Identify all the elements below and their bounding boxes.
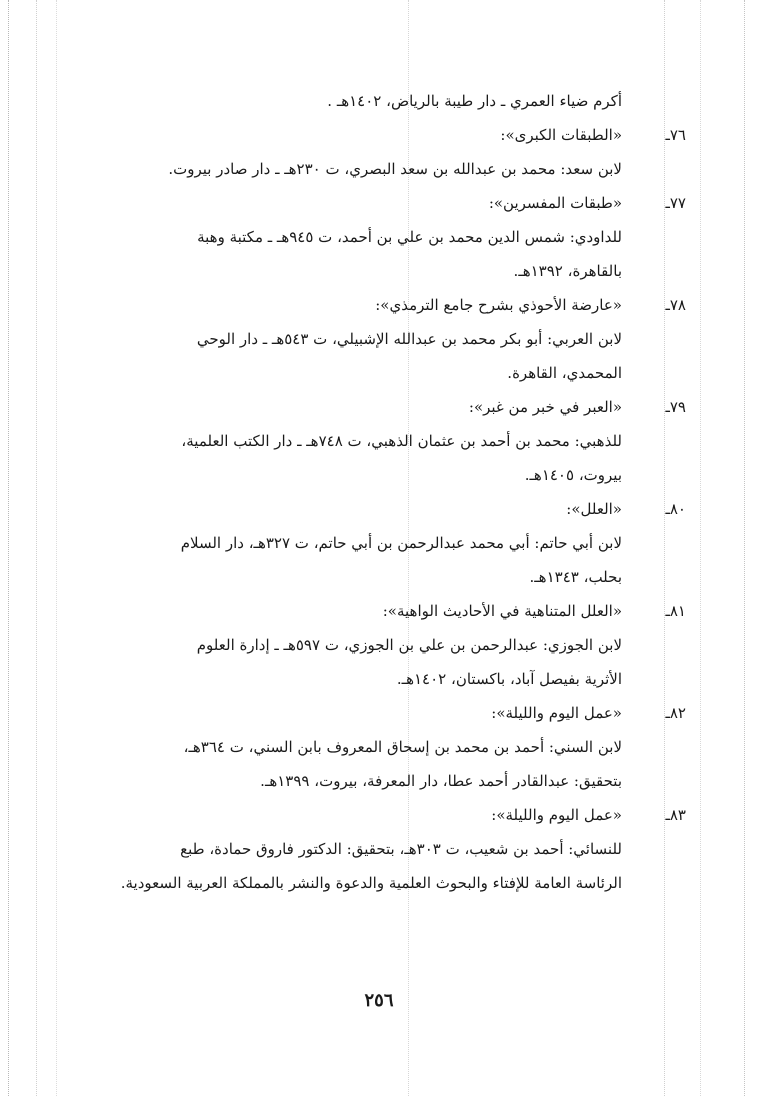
entry-body — [104, 152, 622, 186]
entry-title: «عمل اليوم والليلة»: — [491, 806, 622, 824]
entry-head — [104, 594, 686, 628]
entry-body — [104, 322, 622, 390]
page-number: ٢٥٦ — [364, 990, 394, 1011]
bibliography-entry — [104, 288, 686, 390]
entry-head — [104, 390, 686, 424]
entry-number: ٧٧ـ — [665, 194, 686, 212]
bibliography-block — [104, 84, 686, 900]
entry-head — [104, 798, 686, 832]
entry-head — [104, 696, 686, 730]
entry-line: لابن الجوزي: عبدالرحمن بن علي بن الجوزي، ت ٥٩٧هـ ـ إدارة العلوم — [196, 636, 622, 654]
entry-head — [104, 288, 686, 322]
entry-number: ٧٦ـ — [665, 126, 686, 144]
document-page — [0, 84, 758, 900]
entry-line: للنسائي: أحمد بن شعيب، ت ٣٠٣هـ، بتحقيق: الدكتور فاروق حمادة، طبع — [180, 840, 622, 858]
entry-line: بالقاهرة، ١٣٩٢هـ. — [513, 262, 622, 280]
entry-line: الرئاسة العامة للإفتاء والبحوث العلمية والدعوة والنشر بالمملكة العربية السعودية. — [120, 874, 622, 892]
intro-line: أكرم ضياء العمري ـ دار طيبة بالرياض، ١٤٠٢هـ . — [327, 92, 622, 110]
entry-number: ٨٣ـ — [665, 806, 686, 824]
entry-line: للداودي: شمس الدين محمد بن علي بن أحمد، ت ٩٤٥هـ ـ مكتبة وهبة — [197, 228, 622, 246]
entry-body — [104, 526, 622, 594]
entry-number: ٨٠ـ — [665, 500, 686, 518]
entry-title: «طبقات المفسرين»: — [488, 194, 622, 212]
entry-line: لابن السني: أحمد بن محمد بن إسحاق المعروف بابن السني، ت ٣٦٤هـ، — [183, 738, 622, 756]
entry-title: «العلل المتناهية في الأحاديث الواهية»: — [382, 602, 622, 620]
entry-title: «العلل»: — [566, 500, 622, 518]
entry-line: الأثرية بفيصل آباد، باكستان، ١٤٠٢هـ. — [396, 670, 622, 688]
entry-body — [104, 628, 622, 696]
entry-number: ٨١ـ — [665, 602, 686, 620]
entry-body — [104, 220, 622, 288]
entry-body — [104, 832, 622, 900]
entry-head — [104, 186, 686, 220]
bibliography-entry — [104, 594, 686, 696]
entry-head — [104, 492, 686, 526]
entry-body — [104, 424, 622, 492]
bibliography-entry — [104, 186, 686, 288]
entry-line: لابن سعد: محمد بن عبدالله بن سعد البصري، ت ٢٣٠هـ ـ دار صادر بيروت. — [168, 160, 622, 178]
entry-title: «عارضة الأحوذي بشرح جامع الترمذي»: — [375, 296, 622, 314]
entry-line: المحمدي، القاهرة. — [507, 364, 622, 382]
bibliography-entry — [104, 492, 686, 594]
bibliography-entry — [104, 798, 686, 900]
bibliography-entry — [104, 118, 686, 186]
entry-head — [104, 118, 686, 152]
entry-line: بحلب، ١٣٤٣هـ. — [529, 568, 622, 586]
entry-title: «الطبقات الكبرى»: — [500, 126, 622, 144]
entry-line: للذهبي: محمد بن أحمد بن عثمان الذهبي، ت ٧٤٨هـ ـ دار الكتب العلمية، — [181, 432, 622, 450]
bibliography-entry — [104, 696, 686, 798]
entry-line: لابن أبي حاتم: أبي محمد عبدالرحمن بن أبي حاتم، ت ٣٢٧هـ، دار السلام — [180, 534, 622, 552]
entry-number: ٧٨ـ — [665, 296, 686, 314]
entry-number: ٨٢ـ — [665, 704, 686, 722]
entry-line: لابن العربي: أبو بكر محمد بن عبدالله الإشبيلي، ت ٥٤٣هـ ـ دار الوحي — [196, 330, 622, 348]
entry-title: «عمل اليوم والليلة»: — [491, 704, 622, 722]
bibliography-entry — [104, 390, 686, 492]
entry-title: «العبر في خبر من غبر»: — [468, 398, 622, 416]
entry-line: بتحقيق: عبدالقادر أحمد عطا، دار المعرفة، بيروت، ١٣٩٩هـ. — [260, 772, 622, 790]
entry-line: بيروت، ١٤٠٥هـ. — [524, 466, 622, 484]
entry-body — [104, 730, 622, 798]
entry-number: ٧٩ـ — [665, 398, 686, 416]
